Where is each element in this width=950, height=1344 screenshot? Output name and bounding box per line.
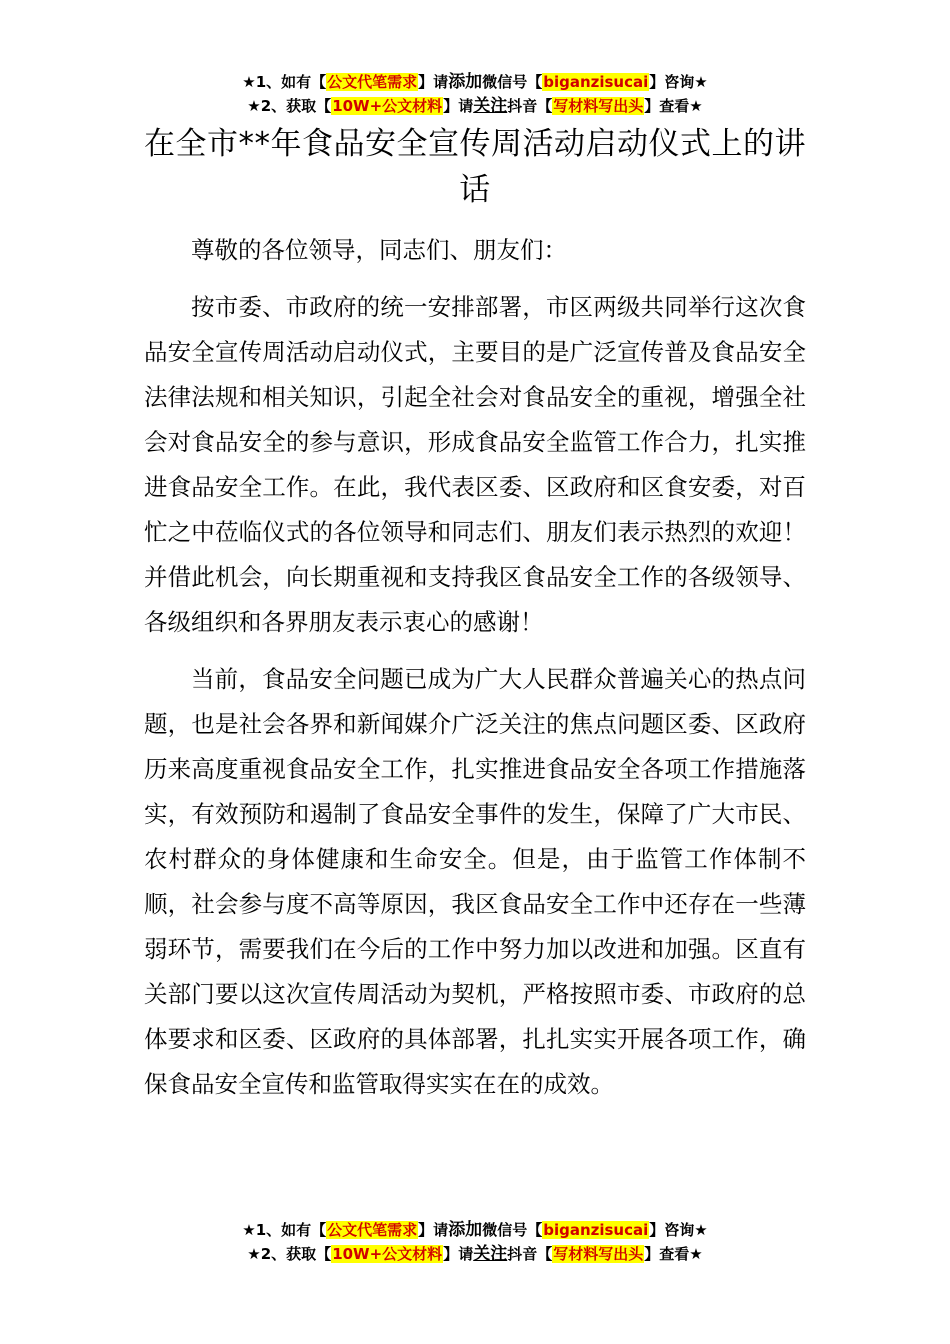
promo-line-2 xyxy=(0,1242,950,1266)
body-paragraph: 按市委、市政府的统一安排部署，市区两级共同举行这次食品安全宣传周活动启动仪式，主要目的是广泛宣传普及食品安全法律法规和相关知识，引起全社会对食品安全的重视，增强全社会对食品安全的参与意识，形成食品安全监管工作合力，扎实推进食品安全工作。在此，我代表区委、区政府和区食安委，对百忙之中莅临仪式的各位领导和同志们、朋友们表示热烈的欢迎！并借此机会，向长期重视和支持我区食品安全工作的各级领导、各级组织和各界朋友表示衷心的感谢！ xyxy=(144,293,806,636)
promo-text: 】请 xyxy=(418,73,449,91)
promo-emphasis: 添加 xyxy=(448,72,483,92)
promo-highlight: 10W+公文材料 xyxy=(332,1245,443,1263)
greeting: 尊敬的各位领导，同志们、朋友们： xyxy=(191,236,567,264)
promo-text: 抖音【 xyxy=(507,97,553,115)
promo-line-1 xyxy=(0,1218,950,1242)
promo-highlight: 写材料写出头 xyxy=(553,97,644,115)
promo-highlight: biganzisucai xyxy=(543,1221,649,1239)
promo-text: 】咨询★ xyxy=(649,1221,708,1239)
promo-line-2 xyxy=(0,94,950,118)
promo-highlight: biganzisucai xyxy=(543,73,649,91)
promo-emphasis: 添加 xyxy=(448,1220,483,1240)
document-title: 在全市**年食品安全宣传周活动启动仪式上的讲话 xyxy=(144,126,806,208)
promo-emphasis: 关注 xyxy=(473,1244,508,1264)
promo-text: 】咨询★ xyxy=(649,73,708,91)
promo-banner-top xyxy=(0,70,950,118)
promo-text: 】请 xyxy=(443,97,474,115)
promo-text: 】请 xyxy=(418,1221,449,1239)
promo-text: ★2、获取【 xyxy=(247,1245,332,1263)
promo-text: 】查看★ xyxy=(644,97,703,115)
promo-emphasis: 关注 xyxy=(473,96,508,116)
promo-text: 】请 xyxy=(443,1245,474,1263)
promo-text: ★1、如有【 xyxy=(242,1221,327,1239)
promo-highlight: 写材料写出头 xyxy=(553,1245,644,1263)
document-body xyxy=(144,228,806,1107)
promo-line-1 xyxy=(0,70,950,94)
promo-highlight: 10W+公文材料 xyxy=(332,97,443,115)
promo-text: 】查看★ xyxy=(644,1245,703,1263)
promo-text: 微信号【 xyxy=(482,73,543,91)
promo-text: 微信号【 xyxy=(482,1221,543,1239)
promo-text: ★2、获取【 xyxy=(247,97,332,115)
promo-highlight: 公文代笔需求 xyxy=(327,1221,418,1239)
body-paragraph: 当前，食品安全问题已成为广大人民群众普遍关心的热点问题，也是社会各界和新闻媒介广泛关注的焦点问题区委、区政府历来高度重视食品安全工作，扎实推进食品安全各项工作措施落实，有效预防和遏制了食品安全事件的发生，保障了广大市民、农村群众的身体健康和生命安全。但是，由于监管工作体制不顺，社会参与度不高等原因，我区食品安全工作中还存在一些薄弱环节，需要我们在今后的工作中努力加以改进和加强。区直有关部门要以这次宣传周活动为契机，严格按照市委、市政府的总体要求和区委、区政府的具体部署，扎扎实实开展各项工作，确保食品安全宣传和监管取得实实在在的成效。 xyxy=(144,665,806,1098)
promo-text: ★1、如有【 xyxy=(242,73,327,91)
promo-banner-bottom xyxy=(0,1218,950,1266)
promo-text: 抖音【 xyxy=(507,1245,553,1263)
promo-highlight: 公文代笔需求 xyxy=(327,73,418,91)
